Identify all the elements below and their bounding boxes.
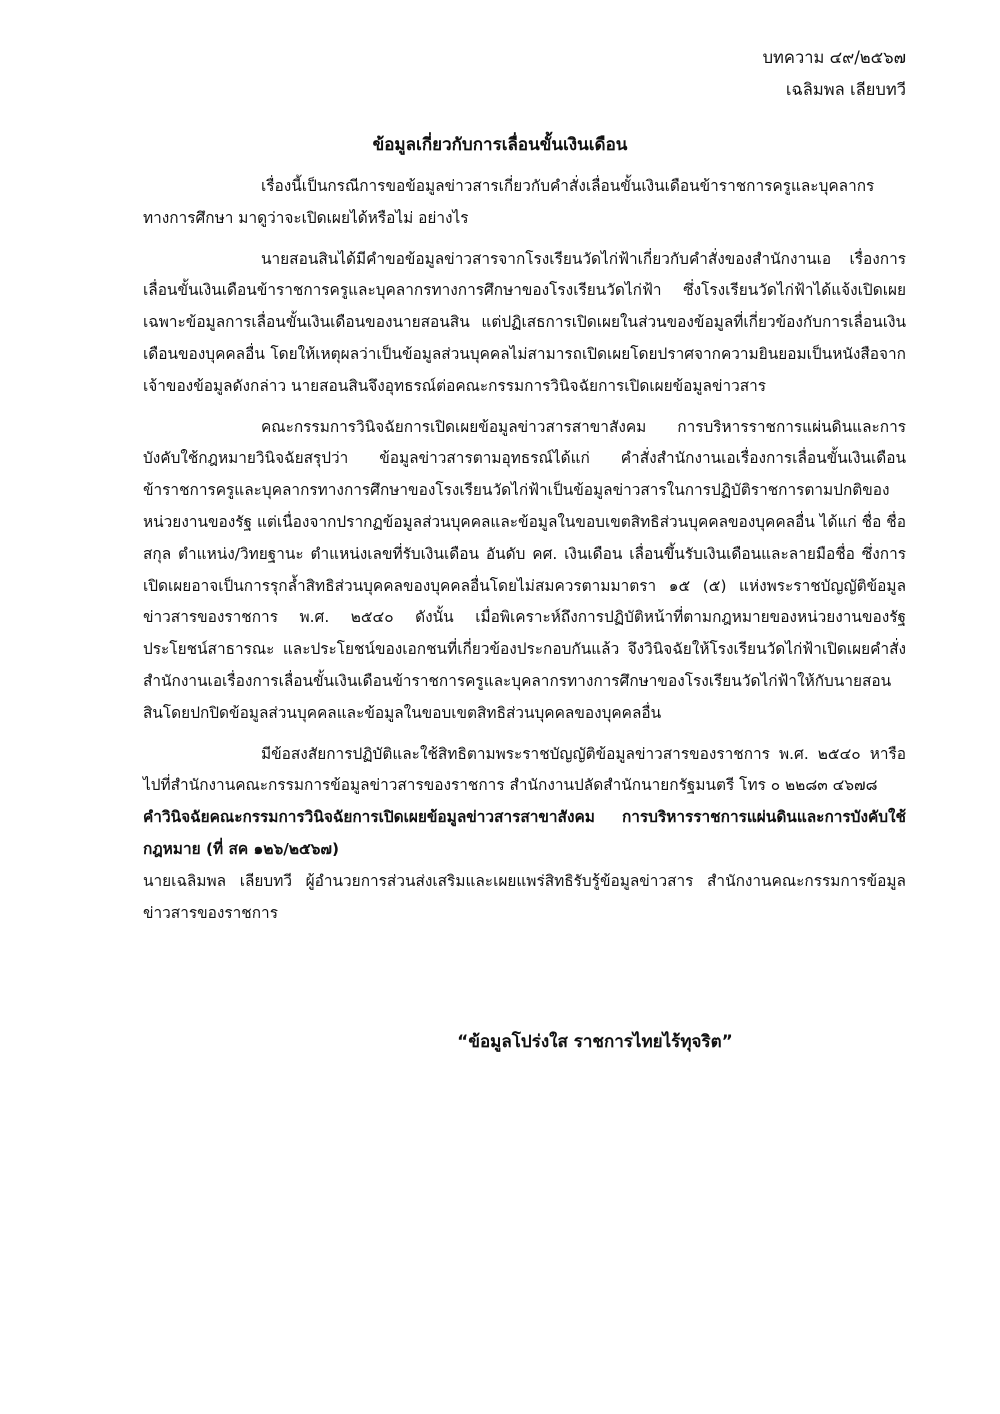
document-header <box>763 42 906 106</box>
document-body <box>143 171 906 929</box>
header-author: เฉลิมพล เลียบทวี <box>785 80 906 99</box>
document-title: ข้อมูลเกี่ยวกับการเลื่อนขั้นเงินเดือน <box>372 135 628 155</box>
intro-paragraph: เรื่องนี้เป็นกรณีการขอข้อมูลข่าวสารเกี่ยวกับคำสั่งเลื่อนขั้นเงินเดือนข้าราชการครูและบุคลากรทางการศึกษา มาดูว่าจะเปิดเผยได้หรือไม่ อย่างไร <box>143 177 875 227</box>
article-number: บทความ ๔๙/๒๕๖๗ <box>762 48 906 67</box>
case-facts-paragraph: นายสอนสินได้มีคำขอข้อมูลข่าวสารจากโรงเรียนวัดไก่ฟ้าเกี่ยวกับคำสั่งของสำนักงานเอ เรื่องการเลื่อนขั้นเงินเดือนข้าราชการครูและบุคลากรทางการศึกษาของโรงเรียนวัดไก่ฟ้า ซึ่งโรงเรียนวัดไก่ฟ้าได้แจ้งเปิดเผยเฉพาะข้อมูลการเลื่อนขั้นเงินเดือนของนายสอนสิน แต่ปฏิเสธการเปิดเผยในส่วนของข้อมูลที่เกี่ยวข้องกับการเลื่อนเงินเดือนของบุคคลอื่น โดยให้เหตุผลว่าเป็นข้อมูลส่วนบุคคลไม่สามารถเปิดเผยโดยปราศจากความยินยอมเป็นหนังสือจากเจ้าของข้อมูลดังกล่าว นายสอนสินจึงอุทธรณ์ต่อคณะกรรมการวินิจฉัยการเปิดเผยข้อมูลข่าวสาร <box>143 249 906 395</box>
contact-paragraph: มีข้อสงสัยการปฏิบัติและใช้สิทธิตามพระราชบัญญัติข้อมูลข่าวสารของราชการ พ.ศ. ๒๕๔๐ หารือไปที่สำนักงานคณะกรรมการข้อมูลข่าวสารของราชการ สำนักงานปลัดสำนักนายกรัฐมนตรี โทร ๐ ๒๒๘๓ ๔๖๗๘ <box>143 744 906 795</box>
slogan: “ข้อมูลโปร่งใส ราชการไทยไร้ทุจริต” <box>457 1032 733 1052</box>
decision-reference: คำวินิจฉัยคณะกรรมการวินิจฉัยการเปิดเผยข้อมูลข่าวสารสาขาสังคม การบริหารราชการแผ่นดินและการบังคับใช้กฎหมาย (ที่ สค ๑๒๖/๒๕๖๗) <box>143 808 906 858</box>
author-line: นายเฉลิมพล เลียบทวี ผู้อำนวยการส่วนส่งเสริมและเผยแพร่สิทธิรับรู้ข้อมูลข่าวสาร สำนักงานคณะกรรมการข้อมูลข่าวสารของราชการ <box>143 871 906 922</box>
decision-paragraph: คณะกรรมการวินิจฉัยการเปิดเผยข้อมูลข่าวสารสาขาสังคม การบริหารราชการแผ่นดินและการบังคับใช้กฎหมายวินิจฉัยสรุปว่า ข้อมูลข่าวสารตามอุทธรณ์ได้แก่ คำสั่งสำนักงานเอเรื่องการเลื่อนขั้นเงินเดือนข้าราชการครูและบุคลากรทางการศึกษาของโรงเรียนวัดไก่ฟ้าเป็นข้อมูลข่าวสารในการปฏิบัติราชการตามปกติของหน่วยงานของรัฐ แต่เนื่องจากปรากฏข้อมูลส่วนบุคคลและข้อมูลในขอบเขตสิทธิส่วนบุคคลของบุคคลอื่น ได้แก่ ชื่อ ชื่อสกุล ตำแหน่ง/วิทยฐานะ ตำแหน่งเลขที่รับเงินเดือน อันดับ คศ. เงินเดือน เลื่อนขึ้นรับเงินเดือนและลายมือชื่อ ซึ่งการเปิดเผยอาจเป็นการรุกล้ำสิทธิส่วนบุคคลของบุคคลอื่นโดยไม่สมควรตามมาตรา ๑๕ (๕) แห่งพระราชบัญญัติข้อมูลข่าวสารของราชการ พ.ศ. ๒๕๔๐ ดังนั้น เมื่อพิเคราะห์ถึงการปฏิบัติหน้าที่ตามกฎหมายของหน่วยงานของรัฐ ประโยชน์สาธารณะ และประโยชน์ของเอกชนที่เกี่ยวข้องประกอบกันแล้ว จึงวินิจฉัยให้โรงเรียนวัดไก่ฟ้าเปิดเผยคำสั่งสำนักงานเอเรื่องการเลื่อนขั้นเงินเดือนข้าราชการครูและบุคลากรทางการศึกษาของโรงเรียนวัดไก่ฟ้าให้กับนายสอนสินโดยปกปิดข้อมูลส่วนบุคคลและข้อมูลในขอบเขตสิทธิส่วนบุคคลของบุคคลอื่น <box>143 417 906 722</box>
